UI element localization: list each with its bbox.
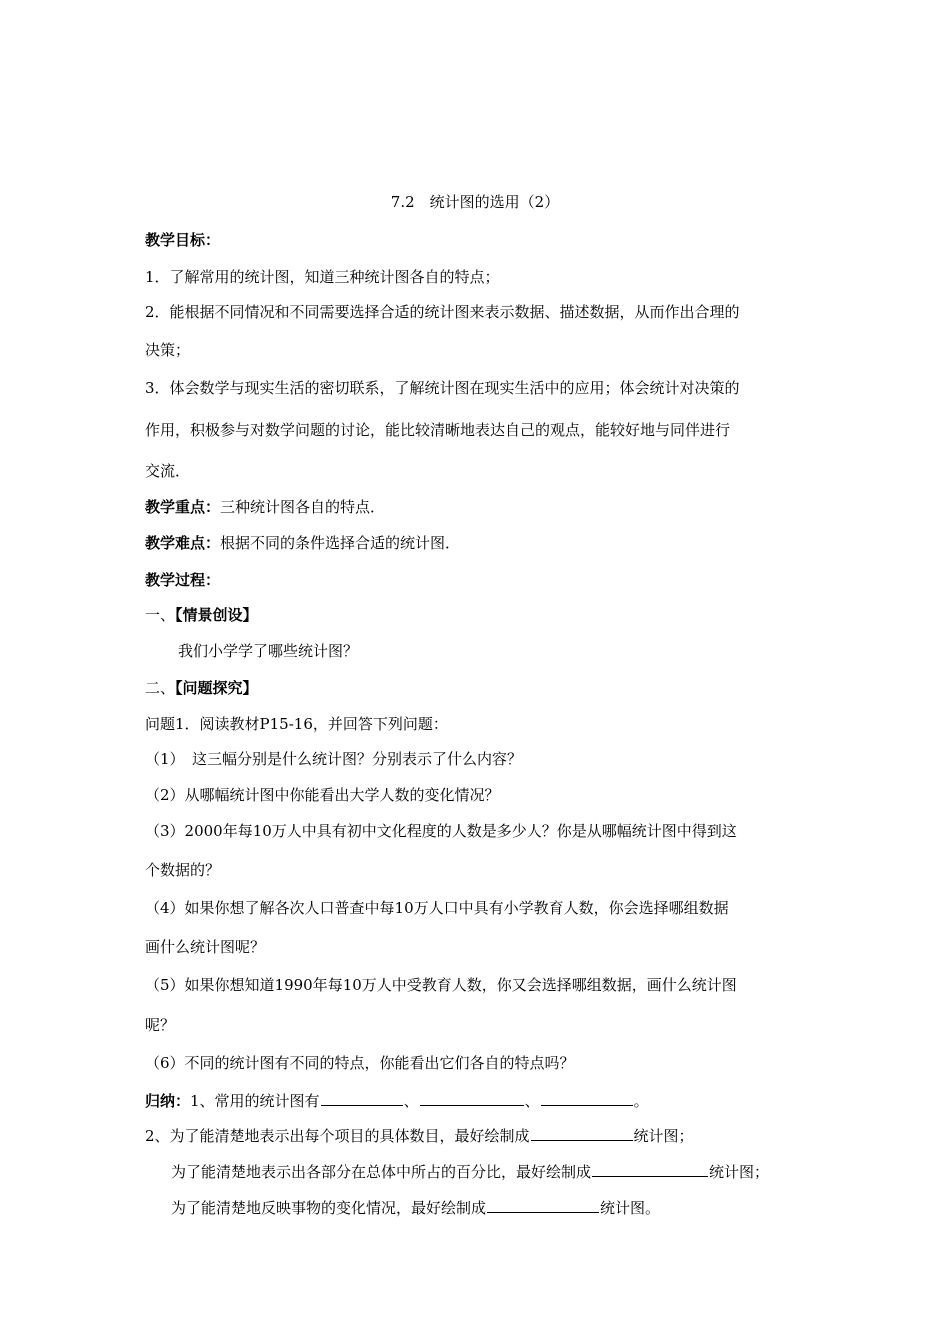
answer-blank[interactable] (592, 1161, 708, 1177)
question-5-line-2: 呢？ (145, 1016, 176, 1034)
separator: 、 (403, 1092, 419, 1110)
question-4-line-2: 画什么统计图呢？ (145, 938, 266, 956)
summary-2b-suffix: 统计图； (709, 1163, 770, 1181)
summary-2c-suffix: 统计图。 (600, 1199, 661, 1217)
answer-blank[interactable] (531, 1125, 633, 1141)
section-2-prefix: 二、 (145, 679, 176, 697)
answer-blank[interactable] (321, 1090, 403, 1106)
goal-1: 1．了解常用的统计图，知道三种统计图各自的特点； (145, 268, 500, 286)
difficulty-text: 根据不同的条件选择合适的统计图． (220, 534, 461, 552)
process-heading: 教学过程： (145, 571, 221, 589)
question-3-line-2: 个数据的？ (145, 861, 221, 879)
section-1-title: 【情景创设】 (175, 606, 258, 624)
page-title: 7.2 统计图的选用（2） (390, 193, 560, 211)
question-5-line-1: （5）如果你想知道1990年每10万人中受教育人数，你又会选择哪组数据，画什么统计图 (145, 976, 737, 994)
answer-blank[interactable] (541, 1090, 633, 1106)
summary-2-line-b (171, 1161, 815, 1182)
key-point-label: 教学重点： (145, 498, 221, 516)
goal-3-line-3: 交流． (145, 462, 191, 480)
answer-blank[interactable] (487, 1197, 599, 1213)
summary-2-line-a (145, 1125, 815, 1146)
goal-3-line-1: 3．体会数学与现实生活的密切联系，了解统计图在现实生活中的应用；体会统计对决策的 (145, 379, 740, 397)
question-intro: 问题1．阅读教材P15-16，并回答下列问题： (145, 715, 448, 733)
difficulty-point (145, 533, 815, 553)
summary-2c-text: 为了能清楚地反映事物的变化情况，最好绘制成 (171, 1199, 487, 1217)
summary-label: 归纳： (145, 1092, 191, 1110)
question-6: （6）不同的统计图有不同的特点，你能看出它们各自的特点吗？ (145, 1054, 575, 1072)
section-1-question: 我们小学学了哪些统计图？ (178, 642, 359, 660)
goal-2-line-1: 2．能根据不同情况和不同需要选择合适的统计图来表示数据、描述数据，从而作出合理的 (145, 303, 740, 321)
summary-2a-suffix: 统计图； (633, 1127, 694, 1145)
summary-2a-text: 2、为了能清楚地表示出每个项目的具体数目，最好绘制成 (145, 1127, 530, 1145)
question-1: （1） 这三幅分别是什么统计图？分别表示了什么内容？ (145, 750, 523, 768)
end-mark: 。 (633, 1092, 649, 1110)
separator: 、 (524, 1092, 540, 1110)
summary-1-text: 1、常用的统计图有 (190, 1092, 320, 1110)
summary-2-line-c (171, 1197, 815, 1218)
section-1-heading (145, 605, 815, 625)
summary-line-1 (145, 1090, 815, 1111)
difficulty-label: 教学难点： (145, 534, 221, 552)
section-1-prefix: 一、 (145, 606, 176, 624)
question-4-line-1: （4）如果你想了解各次人口普查中每10万人口中具有小学教育人数，你会选择哪组数据 (145, 899, 729, 917)
question-2: （2）从哪幅统计图中你能看出大学人数的变化情况？ (145, 786, 500, 804)
section-2-title: 【问题探究】 (175, 679, 258, 697)
summary-2b-text: 为了能清楚地表示出各部分在总体中所占的百分比，最好绘制成 (171, 1163, 592, 1181)
section-2-heading (145, 678, 815, 698)
goal-3-line-2: 作用，积极参与对数学问题的讨论，能比较清晰地表达自己的观点，能较好地与同伴进行 (145, 421, 731, 439)
key-point-text: 三种统计图各自的特点． (220, 498, 386, 516)
goals-heading: 教学目标： (145, 231, 221, 249)
key-point (145, 497, 815, 517)
question-3-line-1: （3）2000年每10万人中具有初中文化程度的人数是多少人？你是从哪幅统计图中得到这 (145, 822, 737, 840)
answer-blank[interactable] (420, 1090, 524, 1106)
goal-2-line-2: 决策； (145, 341, 191, 359)
